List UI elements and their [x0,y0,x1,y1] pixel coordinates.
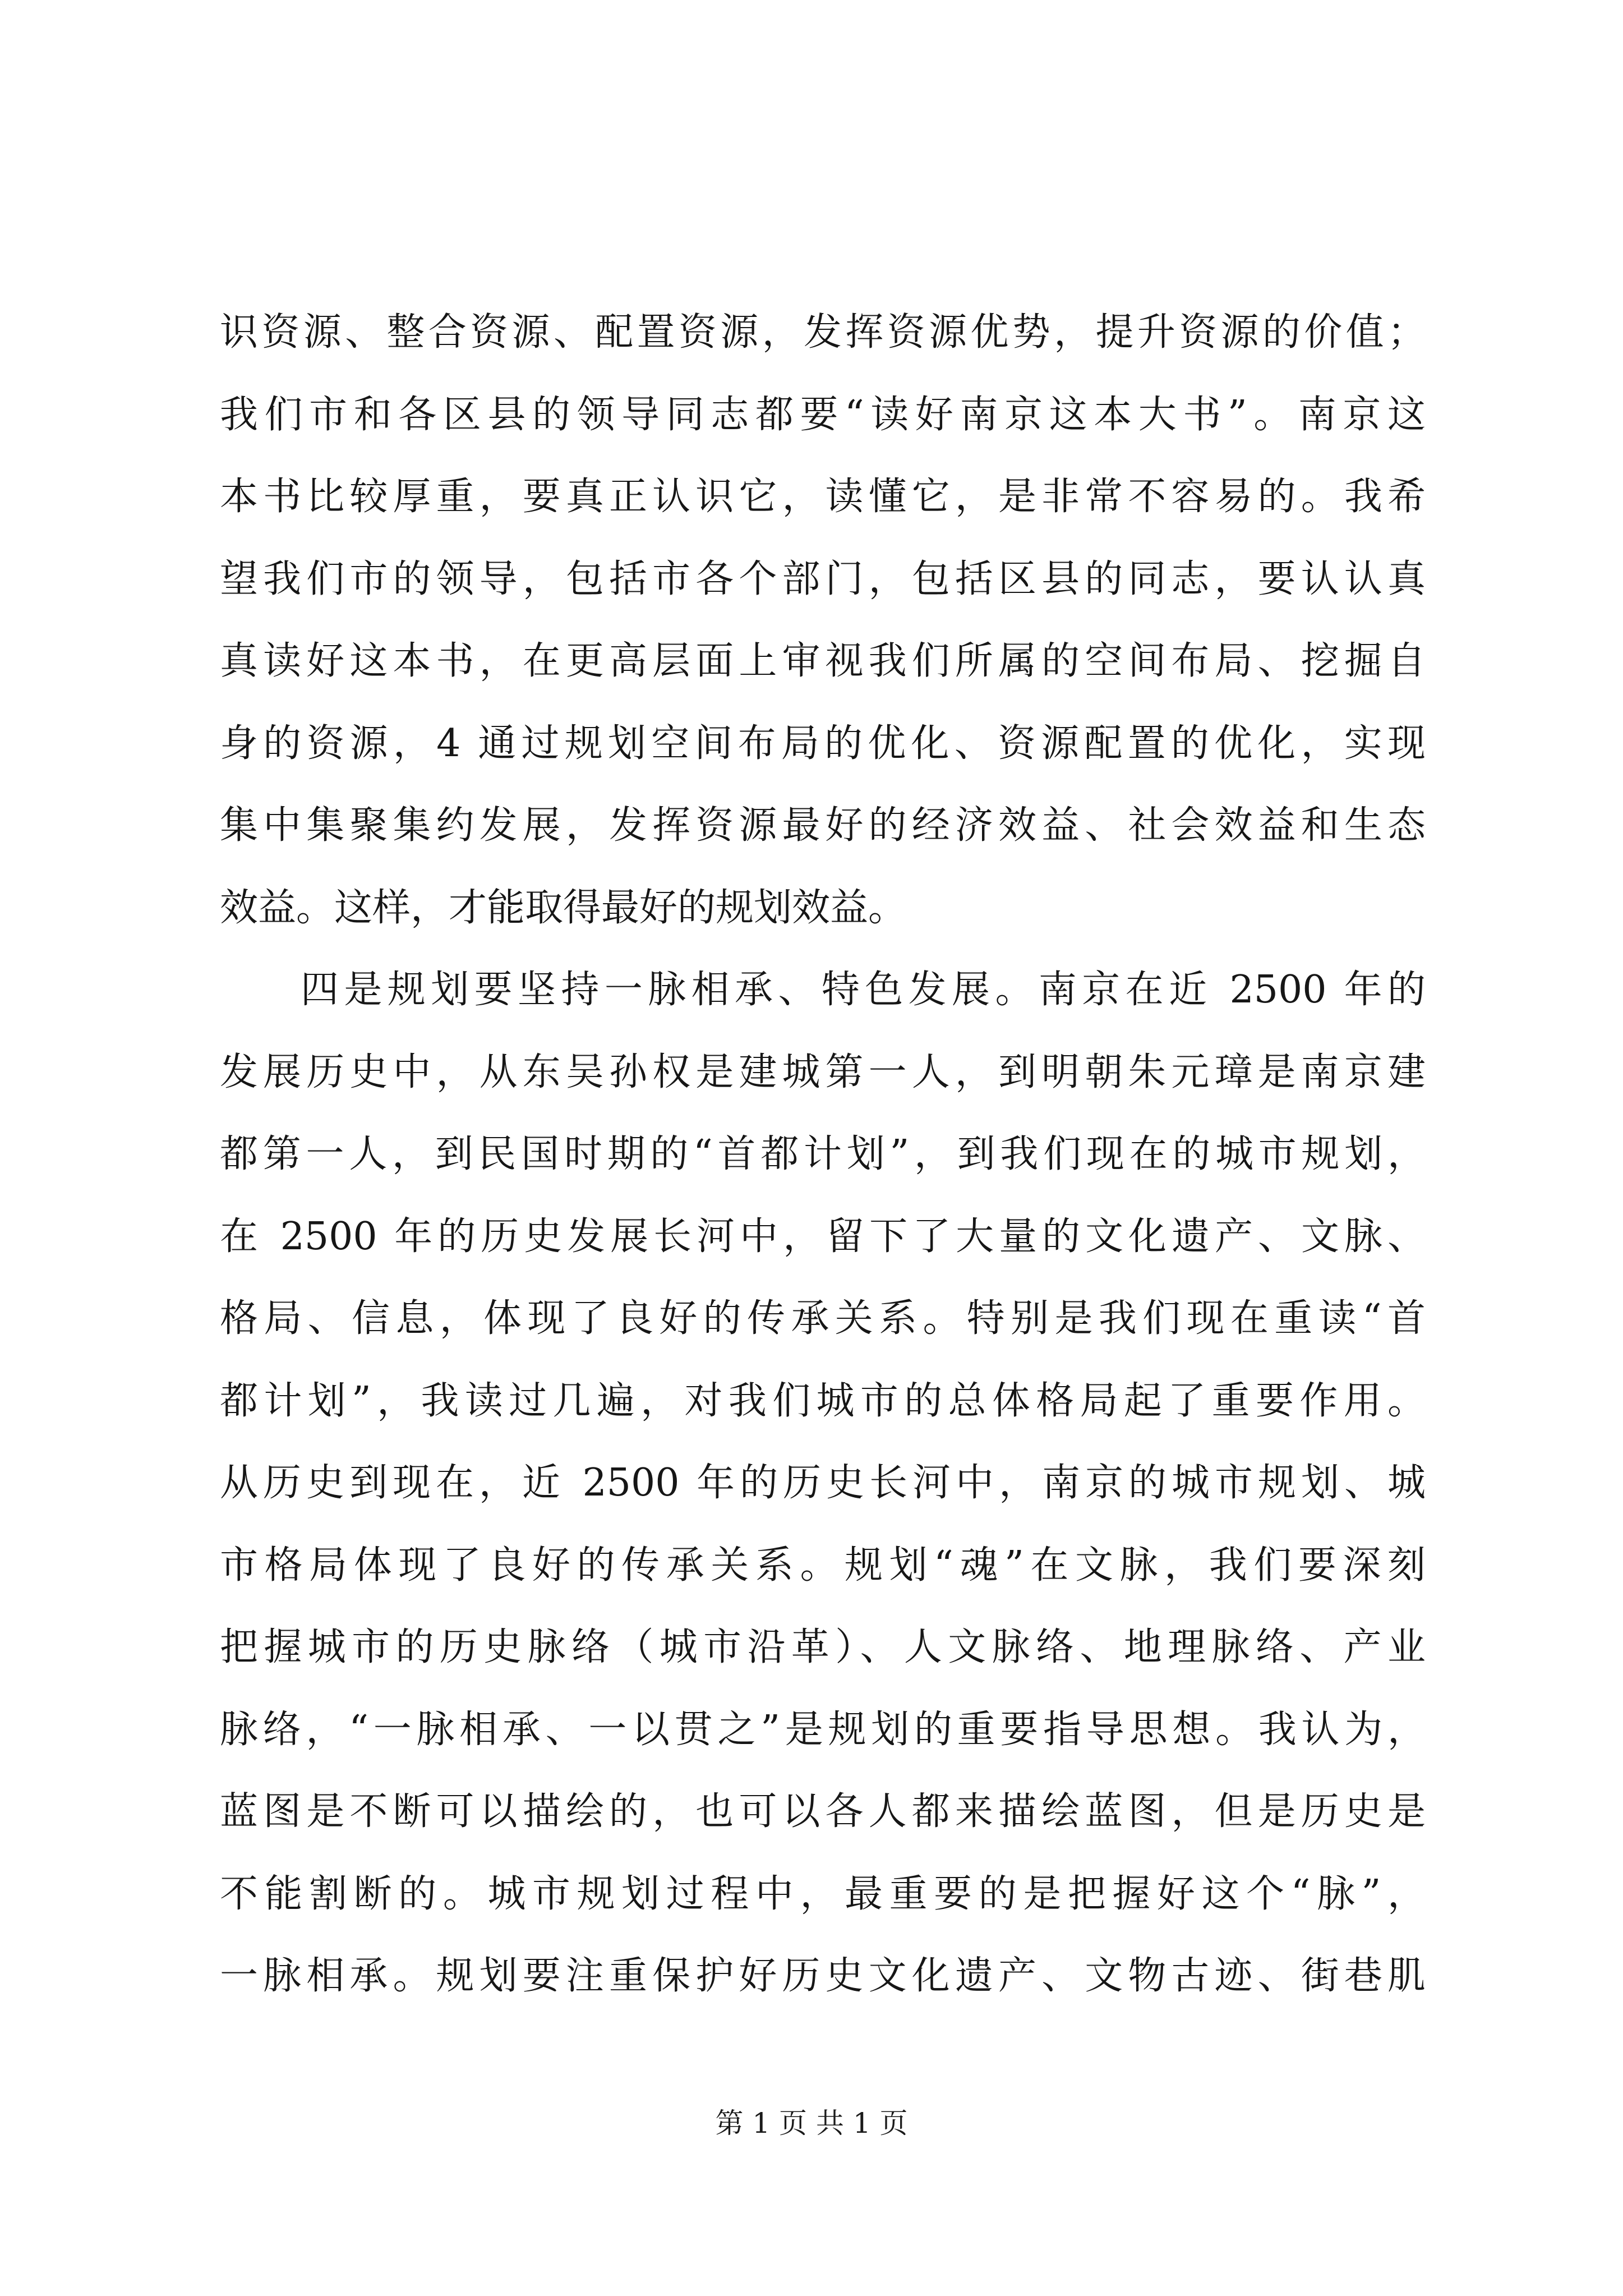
text-line: 市格局体现了良好的传承关系。规划“魂”在文脉，我们要深刻 [220,1543,1426,1588]
text-line: 脉络，“一脉相承、一以贯之”是规划的重要指导思想。我认为， [220,1707,1426,1752]
page-footer: 第 1 页 共 1 页 [715,2107,908,2139]
text-line: 身的资源，4 通过规划空间布局的优化、资源配置的优化，实现 [220,721,1426,766]
text-line: 我们市和各区县的领导同志都要“读好南京这本大书”。南京这 [220,392,1426,437]
text-line: 都第一人，到民国时期的“首都计划”，到我们现在的城市规划， [220,1132,1426,1176]
text-line: 本书比较厚重，要真正认识它，读懂它，是非常不容易的。我希 [220,475,1426,519]
paragraph-1 [220,292,1426,949]
text-line: 四是规划要坚持一脉相承、特色发展。南京在近 2500 年的 [301,968,1426,1012]
text-line: 从历史到现在，近 2500 年的历史长河中，南京的城市规划、城 [220,1461,1426,1505]
text-line: 一脉相承。规划要注重保护好历史文化遗产、文物古迹、街巷肌 [220,1954,1426,1998]
text-line: 真读好这本书，在更高层面上审视我们所属的空间布局、挖掘自 [220,639,1426,683]
text-line: 在 2500 年的历史发展长河中，留下了大量的文化遗产、文脉、 [220,1214,1426,1259]
text-line: 发展历史中，从东吴孙权是建城第一人，到明朝朱元璋是南京建 [220,1050,1426,1094]
document-body [220,292,1426,2018]
text-line: 格局、信息，体现了良好的传承关系。特别是我们现在重读“首 [220,1296,1426,1341]
text-line: 都计划”，我读过几遍，对我们城市的总体格局起了重要作用。 [220,1378,1426,1423]
text-line: 望我们市的领导，包括市各个部门，包括区县的同志，要认认真 [220,556,1426,601]
paragraph-2 [220,949,1426,2018]
text-line: 不能割断的。城市规划过程中，最重要的是把握好这个“脉”， [220,1871,1426,1916]
text-line: 效益。这样，才能取得最好的规划效益。 [220,885,907,930]
text-line: 把握城市的历史脉络（城市沿革）、人文脉络、地理脉络、产业 [220,1625,1426,1669]
text-line: 集中集聚集约发展，发挥资源最好的经济效益、社会效益和生态 [220,803,1426,848]
text-line: 识资源、整合资源、配置资源，发挥资源优势，提升资源的价值； [220,310,1426,355]
text-line: 蓝图是不断可以描绘的，也可以各人都来描绘蓝图，但是历史是 [220,1789,1426,1834]
